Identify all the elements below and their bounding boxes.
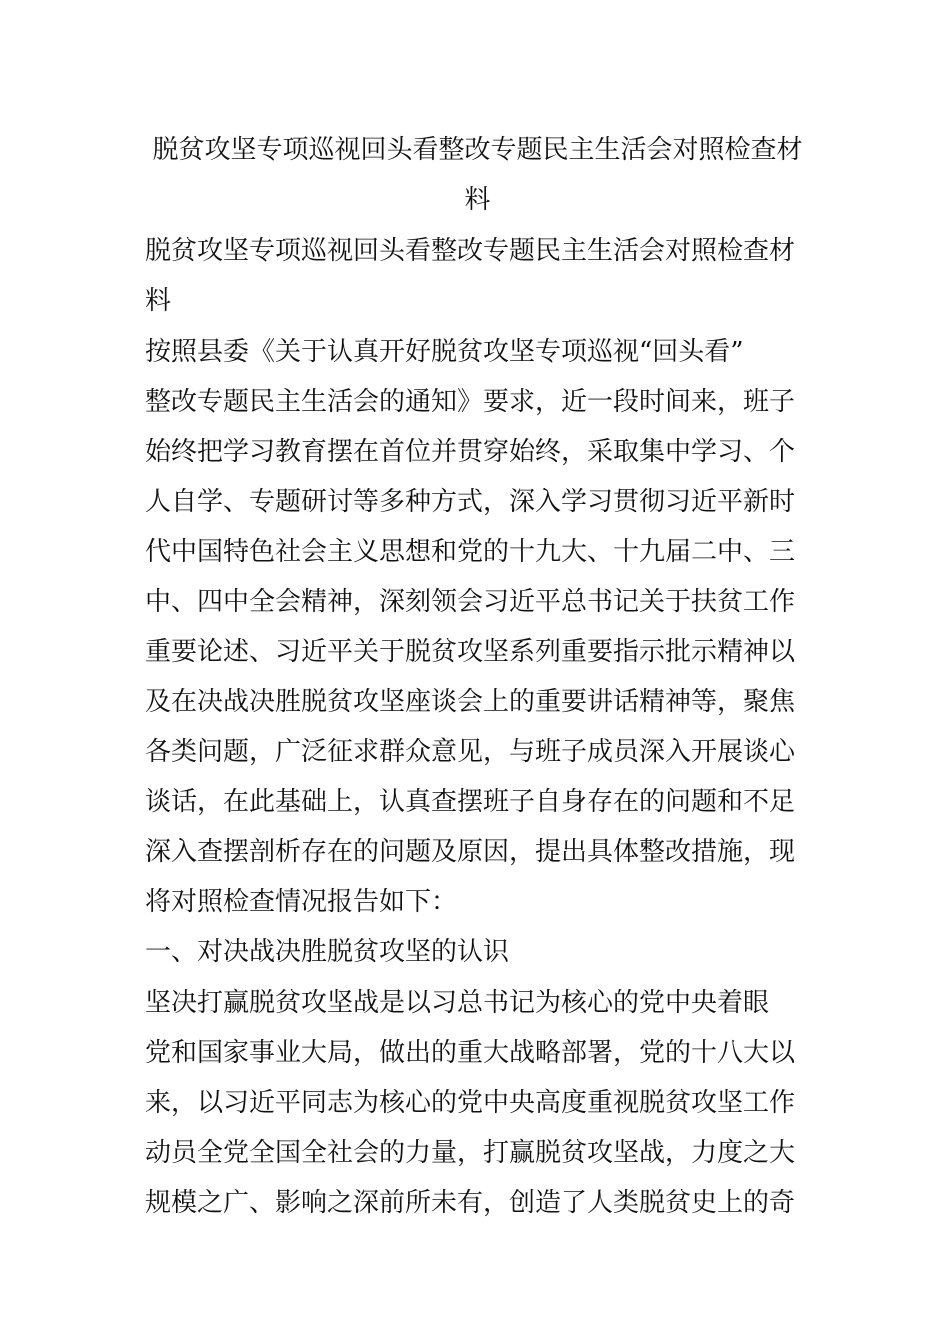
document-title-line-1: 脱贫攻坚专项巡视回头看整改专题民主生活会对照检查材 <box>152 135 803 165</box>
body-line: 规模之广、影响之深前所未有，创造了人类脱贫史上的奇 <box>145 1188 796 1218</box>
body-line: 代中国特色社会主义思想和党的十九大、十九届二中、三 <box>145 537 796 567</box>
body-line: 党和国家事业大局，做出的重大战略部署，党的十八大以 <box>145 1038 796 1068</box>
body-line: 及在决战决胜脱贫攻坚座谈会上的重要讲话精神等，聚焦 <box>145 687 796 717</box>
body-line: 始终把学习教育摆在首位并贯穿始终，采取集中学习、个 <box>145 437 796 467</box>
body-line: 谈话，在此基础上，认真查摆班子自身存在的问题和不足 <box>145 787 796 817</box>
body-line: 脱贫攻坚专项巡视回头看整改专题民主生活会对照检查材 <box>145 236 796 266</box>
body-line: 整改专题民主生活会的通知》要求，近一段时间来，班子 <box>145 387 796 417</box>
body-line: 料 <box>145 286 172 316</box>
body-line: 按照县委《关于认真开好脱贫攻坚专项巡视“回头看” <box>145 337 744 367</box>
document-title-line-2: 料 <box>464 185 491 215</box>
body-line: 重要论述、习近平关于脱贫攻坚系列重要指示批示精神以 <box>145 637 796 667</box>
body-line: 动员全党全国全社会的力量，打赢脱贫攻坚战，力度之大 <box>145 1138 796 1168</box>
body-line: 坚决打赢脱贫攻坚战是以习总书记为核心的党中央着眼 <box>145 988 770 1018</box>
body-line: 来，以习近平同志为核心的党中央高度重视脱贫攻坚工作 <box>145 1088 796 1118</box>
body-line: 深入查摆剖析存在的问题及原因，提出具体整改措施，现 <box>145 837 796 867</box>
body-line: 将对照检查情况报告如下： <box>145 887 458 917</box>
body-line: 中、四中全会精神，深刻领会习近平总书记关于扶贫工作 <box>145 587 796 617</box>
body-line: 人自学、专题研讨等多种方式，深入学习贯彻习近平新时 <box>145 487 796 517</box>
body-line: 各类问题，广泛征求群众意见，与班子成员深入开展谈心 <box>145 737 796 767</box>
section-heading: 一、对决战决胜脱贫攻坚的认识 <box>145 937 510 967</box>
